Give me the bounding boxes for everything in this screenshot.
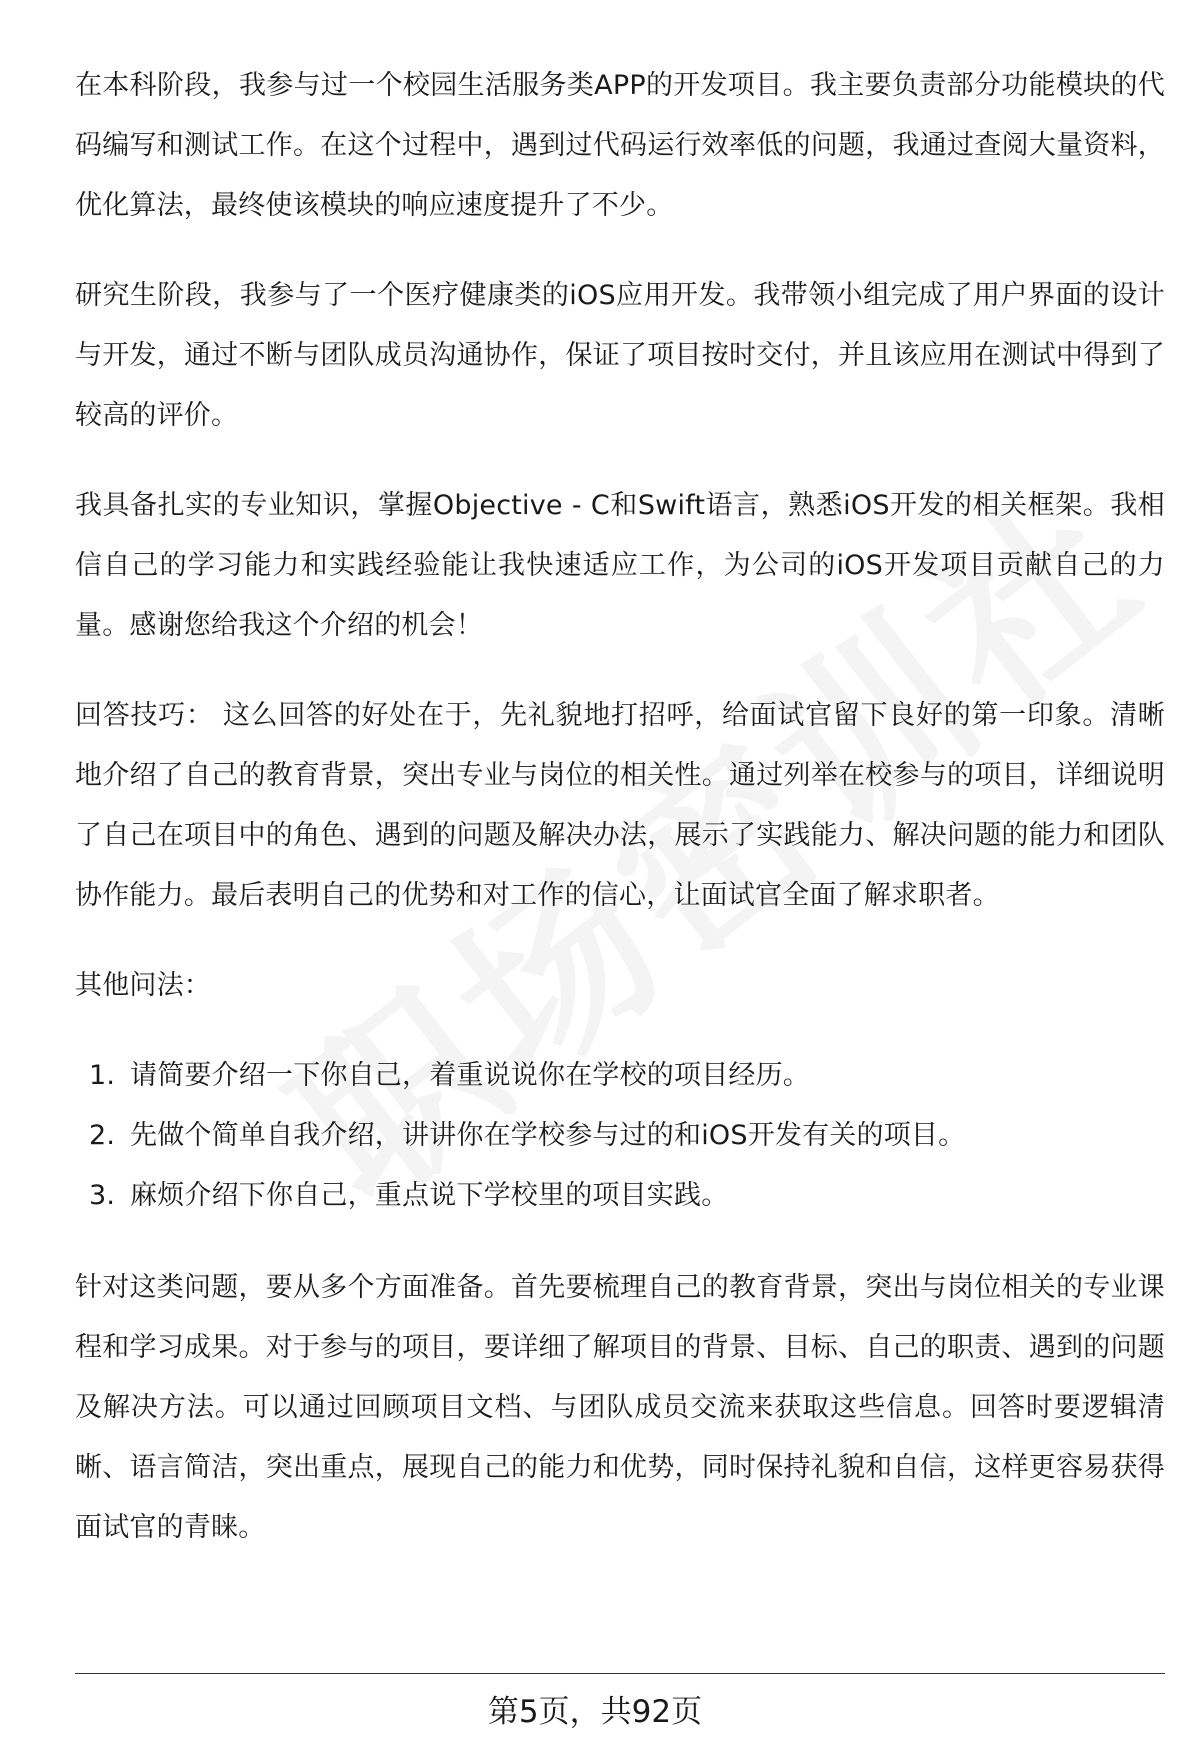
list-item-number: 3.	[89, 1180, 116, 1211]
other-questions-list	[75, 1046, 1165, 1226]
paragraph-grad-project: 研究生阶段，我参与了一个医疗健康类的iOS应用开发。我带领小组完成了用户界面的设计与开发，通过不断与团队成员沟通协作，保证了项目按时交付，并且该应用在测试中得到了较高的评价。	[75, 280, 1165, 431]
list-item-number: 2.	[89, 1120, 116, 1151]
heading-other-questions: 其他问法：	[75, 970, 211, 1001]
list-item	[75, 1046, 1165, 1106]
footer-divider	[75, 1673, 1165, 1674]
paragraph-answer-tips: 回答技巧： 这么回答的好处在于，先礼貌地打招呼，给面试官留下良好的第一印象。清晰地介绍了自己的教育背景，突出专业与岗位的相关性。通过列举在校参与的项目，详细说明了自己在项目中的角色、遇到的问题及解决办法，展示了实践能力、解决问题的能力和团队协作能力。最后表明自己的优势和对工作的信心，让面试官全面了解求职者。	[75, 700, 1165, 911]
page-content	[75, 56, 1165, 1588]
page-number: 第5页，共92页	[487, 1694, 703, 1730]
paragraph-undergrad-project: 在本科阶段，我参与过一个校园生活服务类APP的开发项目。我主要负责部分功能模块的代码编写和测试工作。在这个过程中，遇到过代码运行效率低的问题，我通过查阅大量资料，优化算法，最终使该模块的响应速度提升了不少。	[75, 70, 1165, 221]
paragraph-skills-closing: 我具备扎实的专业知识，掌握Objective - C和Swift语言，熟悉iOS开发的相关框架。我相信自己的学习能力和实践经验能让我快速适应工作，为公司的iOS开发项目贡献自己的力量。感谢您给我这个介绍的机会！	[75, 490, 1165, 641]
list-item-number: 1.	[89, 1060, 116, 1091]
list-item	[75, 1166, 1165, 1226]
list-item-text: 麻烦介绍下你自己，重点说下学校里的项目实践。	[130, 1180, 729, 1211]
list-item-text: 请简要介绍一下你自己，着重说说你在学校的项目经历。	[130, 1060, 810, 1091]
list-item-text: 先做个简单自我介绍，讲讲你在学校参与过的和iOS开发有关的项目。	[130, 1120, 966, 1151]
paragraph-preparation-advice: 针对这类问题，要从多个方面准备。首先要梳理自己的教育背景，突出与岗位相关的专业课程和学习成果。对于参与的项目，要详细了解项目的背景、目标、自己的职责、遇到的问题及解决方法。可以通过回顾项目文档、与团队成员交流来获取这些信息。回答时要逻辑清晰、语言简洁，突出重点，展现自己的能力和优势，同时保持礼貌和自信，这样更容易获得面试官的青睐。	[75, 1272, 1165, 1543]
list-item	[75, 1106, 1165, 1166]
